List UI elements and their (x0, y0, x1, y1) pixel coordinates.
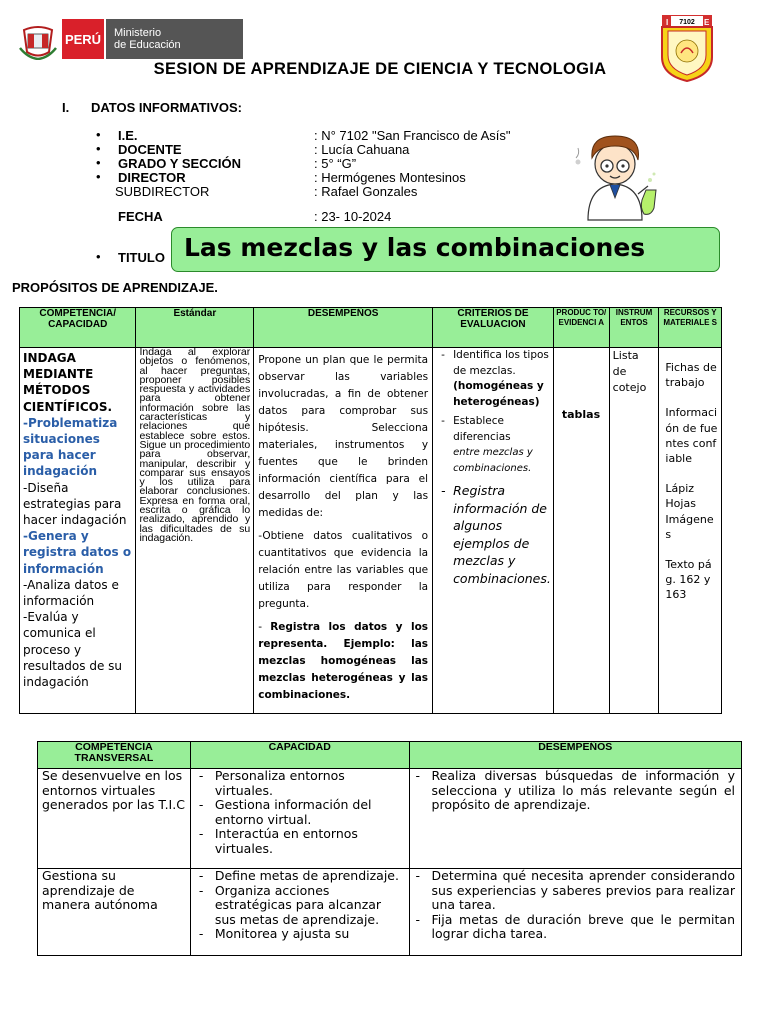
header-recursos: RECURSOS Y MATERIALE S (659, 308, 722, 348)
capacidad-2: -Diseña estrategias para hacer indagación (23, 480, 127, 528)
info-label: SUBDIRECTOR (115, 184, 210, 199)
session-title-box: Las mezclas y las combinaciones (171, 227, 720, 272)
propositos-table (19, 307, 722, 714)
competencia-cell (20, 348, 136, 714)
criterio-3 (441, 482, 551, 587)
page-title: SESION DE APRENDIZAJE DE CIENCIA Y TECNOLOGIA (153, 60, 607, 78)
info-value: : Lucía Cahuana (314, 142, 410, 157)
info-value: : N° 7102 "San Francisco de Asís" (314, 128, 511, 143)
capacidad-4: -Analiza datos e información (23, 577, 119, 609)
section-heading: DATOS INFORMATIVOS: (91, 100, 242, 115)
bullet-icon: • (96, 155, 101, 170)
info-label: DOCENTE (118, 142, 182, 157)
bullet-icon: • (96, 249, 101, 264)
bullet-icon: • (96, 169, 101, 184)
competencia-transversal-cell: Se desenvuelve en los entornos virtuales generados por las T.I.C (38, 769, 191, 869)
capacidad-item: - Monitorea y ajusta su (195, 927, 405, 942)
recurso-4: Hojas (665, 497, 696, 511)
capacidad-item: - Personaliza entornos virtuales. (195, 769, 405, 798)
school-badge-icon (658, 13, 716, 83)
recurso-3: Lápiz (665, 482, 695, 496)
criterios-cell (433, 348, 554, 714)
recurso-2: Información de fuentes confiable (665, 406, 718, 466)
peru-coat-of-arms-icon (18, 22, 58, 60)
header-producto: PRODUC TO/ EVIDENCI A (553, 308, 609, 348)
dash-icon: - (441, 415, 445, 427)
info-label: GRADO Y SECCIÓN (118, 156, 242, 171)
capacidad-item: - Define metas de aprendizaje. (195, 869, 405, 884)
ministry-logo (106, 19, 243, 59)
transversal-table (37, 741, 742, 956)
scientist-illustration-icon (570, 128, 660, 223)
capacidad-3: -Genera y registra datos o información (23, 529, 132, 576)
competencia-transversal-cell: Gestiona su aprendizaje de manera autónoma (38, 869, 191, 956)
badge-letter-i: I (666, 18, 669, 27)
propositos-heading: PROPÓSITOS DE APRENDIZAJE. (12, 280, 218, 295)
criterio-3-text: Registra información de algunos ejemplos de mezclas y combinaciones. (453, 483, 551, 586)
header-criterios: CRITERIOS DE EVALUACION (433, 308, 554, 348)
capacidad-item: - Interactúa en entornos virtuales. (195, 827, 405, 856)
desempeno-3-prefix: - (258, 621, 271, 633)
ministry-line2: de Educación (114, 39, 181, 51)
info-value: : Hermógenes Montesinos (314, 170, 466, 185)
bullet-icon: • (96, 127, 101, 142)
info-label: I.E. (118, 128, 138, 143)
info-value: : 5° “G” (314, 156, 357, 171)
competencia-title: INDAGA MEDIANTE MÉTODOS CIENTÍFICOS. (23, 351, 113, 414)
criterio-1-text: Identifica los tipos de mezclas. (453, 349, 549, 377)
header-instrumentos: INSTRUM ENTOS (609, 308, 659, 348)
table-row (38, 769, 742, 869)
dash-icon: - (441, 349, 445, 361)
ministry-line1: Ministerio (114, 27, 162, 39)
info-label: DIRECTOR (118, 170, 186, 185)
peru-logo: PERÚ (62, 19, 104, 59)
producto-cell: tablas (553, 348, 609, 714)
estandar-cell: Indaga al explorar objetos o fenómenos, al hacer preguntas, proponer posibles respuesta y actividades para obtener información sobre las características y relaciones que establece sobre estos. Sigue un procedimiento para observar, manipular, describir y comparar sus ensayos y los utiliza para elaborar conclusiones. Expresa en forma oral, escrita o gráfica lo realizado, aprendido y las dificultades de su indagación. (136, 348, 254, 714)
criterio-1-detail: (homogéneas y heterogéneas) (453, 380, 544, 408)
info-label: FECHA (118, 209, 163, 224)
desempeno-1: Propone un plan que le permita observar las variables involucradas, a fin de obtener datos para comprobar sus hipótesis. Selecciona materiales, instrumentos y fuentes que le brinden información científica para el desarrollo del plan y las medidas de: (258, 354, 429, 519)
desempeno-item: - Realiza diversas búsquedas de información y selecciona y utiliza lo más relevante según el propósito de aprendizaje. (412, 769, 735, 813)
desempeno-item: - Determina qué necesita aprender considerando sus experiencias y saberes previos para realizar una tarea. (412, 869, 735, 913)
badge-number: 7102 (679, 19, 695, 26)
desempenos-cell (409, 769, 741, 869)
desempeno-2: -Obtiene datos cualitativos o cuantitativos que evidencia la relación entre las variables que utiliza para responder la pregunta. (258, 530, 429, 610)
info-label: TITULO (118, 250, 165, 265)
header-desempenos: DESEMPEÑOS (254, 308, 433, 348)
section-number: I. (62, 100, 70, 115)
header-capacidad: CAPACIDAD (190, 742, 409, 769)
capacidad-5: -Evalúa y comunica el proceso y resultados de su indagación (23, 610, 122, 690)
criterio-1 (441, 348, 551, 410)
info-value: : 23- 10-2024 (314, 209, 392, 224)
table-row (38, 869, 742, 956)
criterio-2-detail: entre mezclas y combinaciones. (453, 447, 533, 474)
header-estandar: Estándar (136, 308, 254, 348)
info-value: : Rafael Gonzales (314, 184, 418, 199)
table-header-row (20, 308, 722, 348)
badge-letter-e: E (704, 18, 710, 27)
dash-icon: - (441, 483, 446, 498)
capacidad-1: -Problematiza situaciones para hacer indagación (23, 415, 118, 479)
bullet-icon: • (96, 141, 101, 156)
table-header-row (38, 742, 742, 769)
recurso-6: Texto pág. 162 y 163 (665, 558, 712, 602)
capacidad-item: - Gestiona información del entorno virtual. (195, 798, 405, 827)
capacidad-cell (190, 869, 409, 956)
header-competencia-transversal: COMPETENCIA TRANSVERSAL (38, 742, 191, 769)
criterio-2 (441, 414, 551, 476)
header-competencia: COMPETENCIA/ CAPACIDAD (20, 308, 136, 348)
desempenos-cell (409, 869, 741, 956)
desempeno-3 (258, 619, 428, 704)
table-row (20, 348, 722, 714)
header-desempenos: DESEMPEÑOS (409, 742, 741, 769)
recurso-1: Fichas de trabajo (665, 361, 717, 390)
capacidad-cell (190, 769, 409, 869)
capacidad-item: - Organiza acciones estratégicas para alcanzar sus metas de aprendizaje. (195, 884, 405, 928)
desempenos-cell (254, 348, 433, 714)
desempeno-item: - Fija metas de duración breve que le permitan lograr dicha tarea. (412, 913, 735, 942)
recursos-cell (659, 348, 722, 714)
recurso-5: Imágenes (665, 512, 714, 541)
desempeno-3-text: Registra los datos y los representa. Ejemplo: las mezclas homogéneas las mezclas heterogéneas y las combinaciones. (258, 621, 429, 701)
criterio-2-text: Establece diferencias (453, 415, 511, 443)
instrumentos-cell: Lista de cotejo (609, 348, 659, 714)
